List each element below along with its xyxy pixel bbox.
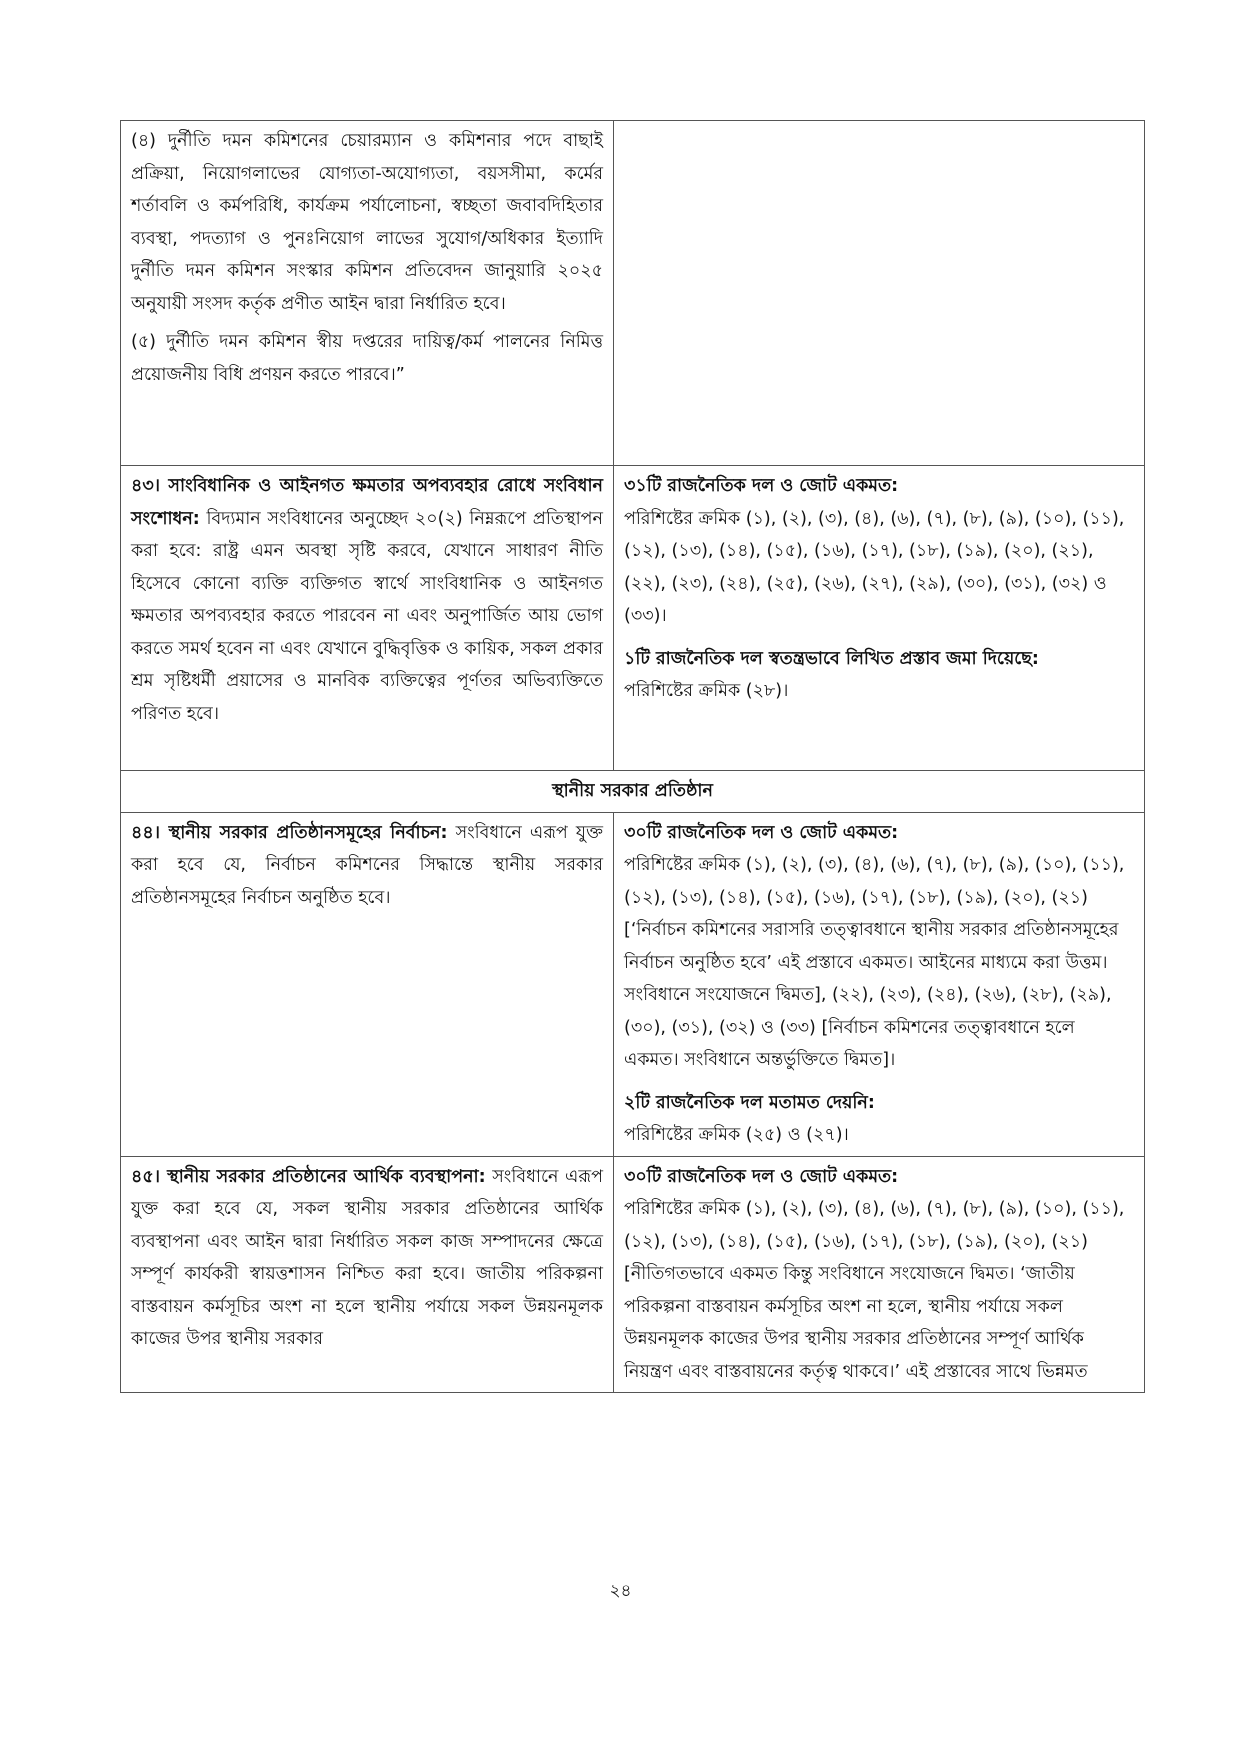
opinion-group-list: পরিশিষ্টের ক্রমিক (১), (২), (৩), (৪), (৬), (৭), (৮), (৯), (১০), (১১), (১২), (১৩), (১৪), (১৫), (১৬), (১৭), (১৮), (১৯), (২০), (২১), (২২), (২৩), (২৪), (২৫), (২৬), (২৭), (২৯), (৩০), (৩১), (৩২) ও (৩৩)। [624,508,1125,626]
proposals-table [120,120,1145,1393]
section-row [121,771,1145,813]
proposal-cell [121,1156,614,1393]
proposal-paragraph [131,1161,603,1356]
proposal-text: (৫) দুর্নীতি দমন কমিশন স্বীয় দপ্তরের দায়িত্ব/কর্ম পালনের নিমিত্ত প্রয়োজনীয় বিধি প্রণয়ন করতে পারবে।” [131,332,603,385]
table-row [121,466,1145,771]
party-opinion-cell [614,466,1145,771]
proposal-paragraph [131,470,603,730]
party-opinion-cell [614,121,1145,466]
opinion-group-list: পরিশিষ্টের ক্রমিক (১), (২), (৩), (৪), (৬), (৭), (৮), (৯), (১০), (১১), (১২), (১৩), (১৪), (১৫), (১৬), (১৭), (১৮), (১৯), (২০), (২১) [নীতিগতভাবে একমত কিন্তু সংবিধানে সংযোজনে দ্বিমত। ‘জাতীয় পরিকল্পনা বাস্তবায়ন কর্মসূচির অংশ না হলে, স্থানীয় পর্যায়ে সকল উন্নয়নমূলক কাজের উপর স্থানীয় সরকার প্রতিষ্ঠানের সম্পূর্ণ আর্থিক নিয়ন্ত্রণ এবং বাস্তবায়নের কর্তৃত্ব থাকবে।’ এই প্রস্তাবের সাথে ভিন্নমত [624,1199,1125,1382]
party-opinion-cell [614,812,1145,1156]
opinion-group [624,1161,1134,1389]
opinion-group-heading: ১টি রাজনৈতিক দল স্বতন্ত্রভাবে লিখিত প্রস্তাব জমা দিয়েছে: [624,648,1039,669]
opinion-group-heading: ৩১টি রাজনৈতিক দল ও জোট একমত: [624,476,899,496]
opinion-group-list: পরিশিষ্টের ক্রমিক (২৫) ও (২৭)। [624,1125,849,1145]
opinion-group-heading: ৩০টি রাজনৈতিক দল ও জোট একমত: [624,822,899,843]
proposal-text: সংবিধানে এরূপ যুক্ত করা হবে যে, সকল স্থানীয় সরকার প্রতিষ্ঠানের আর্থিক ব্যবস্থাপনা এবং আইন দ্বারা নির্ধারিত সকল কাজ সম্পাদনের ক্ষেত্রে সম্পূর্ণ কার্যকরী স্বায়ত্তশাসন নিশ্চিত করা হবে। জাতীয় পরিকল্পনা বাস্তবায়ন কর্মসূচির অংশ না হলে স্থানীয় পর্যায়ে সকল উন্নয়নমূলক কাজের উপর স্থানীয় সরকার [131,1166,603,1349]
proposal-text: বিদ্যমান সংবিধানের অনুচ্ছেদ ২০(২) নিম্নরূপে প্রতিস্থাপন করা হবে: রাষ্ট্র এমন অবস্থা সৃষ্টি করবে, যেখানে সাধারণ নীতি হিসেবে কোনো ব্যক্তি ব্যক্তিগত স্বার্থে সাংবিধানিক ও আইনগত ক্ষমতার অপব্যবহার করতে পারবেন না এবং অনুপার্জিত আয় ভোগ করতে সমর্থ হবেন না এবং যেখানে বুদ্ধিবৃত্তিক ও কায়িক, সকল প্রকার শ্রম সৃষ্টিধর্মী প্রয়াসের ও মানবিক ব্যক্তিত্বের পূর্ণতর অভিব্যক্তিতে পরিণত হবে। [131,508,603,724]
party-opinion-cell [614,1156,1145,1393]
proposal-paragraph [131,125,603,320]
proposal-heading: ৪৪। স্থানীয় সরকার প্রতিষ্ঠানসমূহের নির্বাচন: [131,822,448,843]
proposal-text: সংবিধানে এরূপ যুক্ত করা হবে যে, নির্বাচন কমিশনের সিদ্ধান্তে স্থানীয় সরকার প্রতিষ্ঠানসমূহের নির্বাচন অনুষ্ঠিত হবে। [131,822,604,908]
proposal-heading: ৪৩। সাংবিধানিক ও আইনগত ক্ষমতার অপব্যবহার রোধে সংবিধান সংশোধন: [131,476,603,529]
proposal-cell [121,466,614,771]
opinion-group-heading: ২টি রাজনৈতিক দল মতামত দেয়নি: [624,1092,875,1113]
opinion-group-heading: ৩০টি রাজনৈতিক দল ও জোট একমত: [624,1166,899,1187]
table-row [121,1156,1145,1393]
opinion-group-list: পরিশিষ্টের ক্রমিক (২৮)। [624,681,789,701]
proposal-paragraph [131,817,603,915]
page-number: ২৪ [609,1581,632,1601]
opinion-group [624,643,1134,708]
opinion-group [624,1087,1134,1152]
opinion-group [624,817,1134,1077]
opinion-group-list: পরিশিষ্টের ক্রমিক (১), (২), (৩), (৪), (৬), (৭), (৮), (৯), (১০), (১১), (১২), (১৩), (১৪), (১৫), (১৬), (১৭), (১৮), (১৯), (২০), (২১) [‘নির্বাচন কমিশনের সরাসরি তত্ত্বাবধানে স্থানীয় সরকার প্রতিষ্ঠানসমূহের নির্বাচন অনুষ্ঠিত হবে’ এই প্রস্তাবে একমত। আইনের মাধ্যমে করা উত্তম। সংবিধানে সংযোজনে দ্বিমত], (২২), (২৩), (২৪), (২৬), (২৮), (২৯), (৩০), (৩১), (৩২) ও (৩৩) [নির্বাচন কমিশনের তত্ত্বাবধানে হলে একমত। সংবিধানে অন্তর্ভুক্তিতে দ্বিমত]। [624,855,1125,1070]
proposal-heading: ৪৫। স্থানীয় সরকার প্রতিষ্ঠানের আর্থিক ব্যবস্থাপনা: [131,1166,486,1187]
proposal-cell [121,812,614,1156]
proposal-text: (৪) দুর্নীতি দমন কমিশনের চেয়ারম্যান ও কমিশনার পদে বাছাই প্রক্রিয়া, নিয়োগলাভের যোগ্যতা-অযোগ্যতা, বয়সসীমা, কর্মের শর্তাবলি ও কর্মপরিধি, কার্যক্রম পর্যালোচনা, স্বচ্ছতা জবাবদিহিতার ব্যবস্থা, পদত্যাগ ও পুনঃনিয়োগ লাভের সুযোগ/অধিকার ইত্যাদি দুর্নীতি দমন কমিশন সংস্কার কমিশন প্রতিবেদন জানুয়ারি ২০২৫ অনুযায়ী সংসদ কর্তৃক প্রণীত আইন দ্বারা নির্ধারিত হবে। [131,131,603,314]
opinion-group [624,470,1134,633]
proposal-cell [121,121,614,466]
proposal-paragraph [131,326,603,391]
section-title: স্থানীয় সরকার প্রতিষ্ঠান [121,771,1145,813]
table-row [121,812,1145,1156]
table-row [121,121,1145,466]
